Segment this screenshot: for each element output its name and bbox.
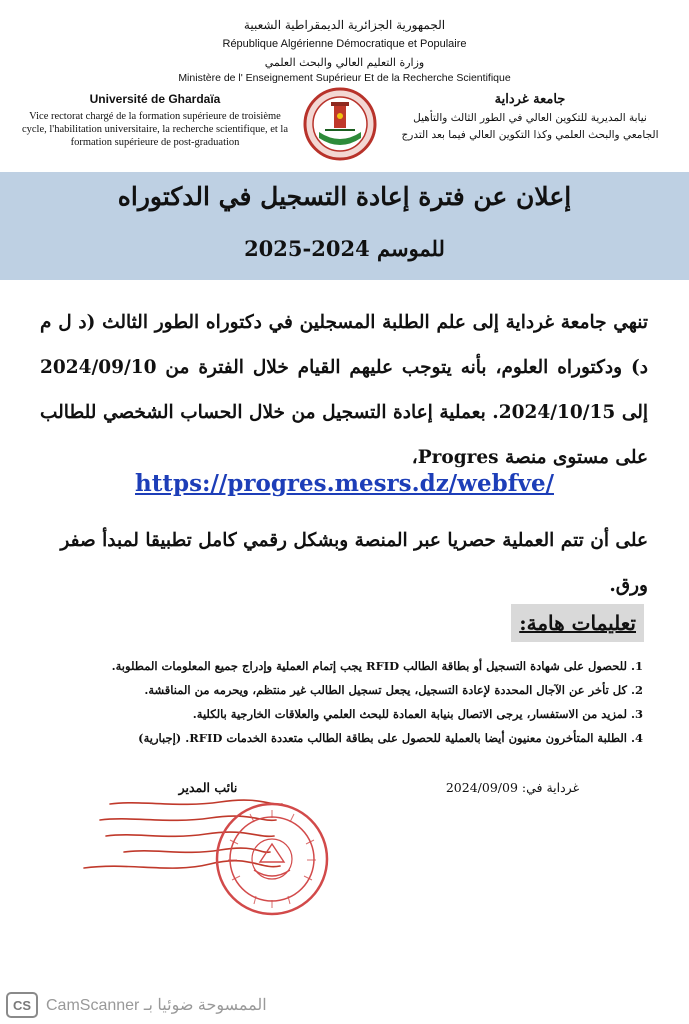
ministry-fr: Ministère de l' Enseignement Supérieur Et de la Recherche Scientifique <box>178 72 511 84</box>
university-name-fr: Université de Ghardaïa <box>89 92 221 106</box>
deputy-director-label: نائب المدير <box>178 780 238 795</box>
announcement-season: للموسم 2024-2025 <box>244 236 445 261</box>
camscanner-text: الممسوحة ضوئيا بـ CamScanner <box>46 997 267 1014</box>
announcement-body: تنهي جامعة غرداية إلى علم الطلبة المسجلين في دكتوراه الطور الثالث (د ل م د) ودكتوراه العلوم، بأنه يتوجب عليهم القيام خلال الفترة من 2024/09/10 إلى 2024/10/15. بعملية إعادة التسجيل من خلال الحساب الشخصي للطالب على مستوى منصة Progres، <box>40 312 649 468</box>
official-seal-icon <box>210 800 335 918</box>
progres-link[interactable]: https://progres.mesrs.dz/webfve/ <box>135 470 554 497</box>
issue-date: غرداية في: 2024/09/09 <box>445 780 580 795</box>
vice-rectorate-ar: نيابة المديرية للتكوين العالي في الطور الثالث والتأهيل الجامعي والبحث العلمي وكذا التكوين العالي فيما بعد التدرج <box>401 112 659 141</box>
instructions-title: تعليمات هامة: <box>511 604 644 642</box>
announcement-title: إعلان عن فترة إعادة التسجيل في الدكتوراه <box>117 182 572 211</box>
instruction-item: 3. لمزيد من الاستفسار، يرجى الاتصال بنيابة العمادة للبحث العلمي والعلاقات الخارجية بالكلية. <box>192 707 643 721</box>
instruction-item: 1. للحصول على شهادة التسجيل أو بطاقة الطالب RFID يجب إتمام العملية وإدراج جميع المعلومات المطلوبة. <box>111 659 643 673</box>
ministry-ar: وزارة التعليم العالي والبحث العلمي <box>264 56 425 69</box>
camscanner-logo-icon: CS <box>6 992 38 1018</box>
university-name-ar: جامعة غرداية <box>494 92 566 107</box>
instruction-item: 4. الطلبة المتأخرون معنيون أيضا بالعملية للحصول على بطاقة الطالب متعددة الخدمات RFID. (إجبارية) <box>138 731 643 745</box>
camscanner-watermark <box>6 992 267 1018</box>
digital-note: على أن تتم العملية حصريا عبر المنصة وبشكل رقمي كامل تطبيقا لمبدأ صفر ورق. <box>60 530 648 596</box>
university-logo-icon <box>303 86 377 162</box>
republic-fr: République Algérienne Démocratique et Populaire <box>222 38 467 50</box>
republic-ar: الجمهورية الجزائرية الديمقراطية الشعبية <box>243 18 446 32</box>
vice-rectorate-fr: Vice rectorat chargé de la formation supérieure de troisième cycle, l'habilitation universitaire, la recherche scientifique, et la formation supérieure de post-graduation <box>21 111 289 148</box>
instruction-item: 2. كل تأخر عن الآجال المحددة لإعادة التسجيل، يجعل تسجيل الطالب غير منتظم، ويحرمه من المناقشة. <box>144 683 643 697</box>
instructions-list <box>48 654 643 750</box>
